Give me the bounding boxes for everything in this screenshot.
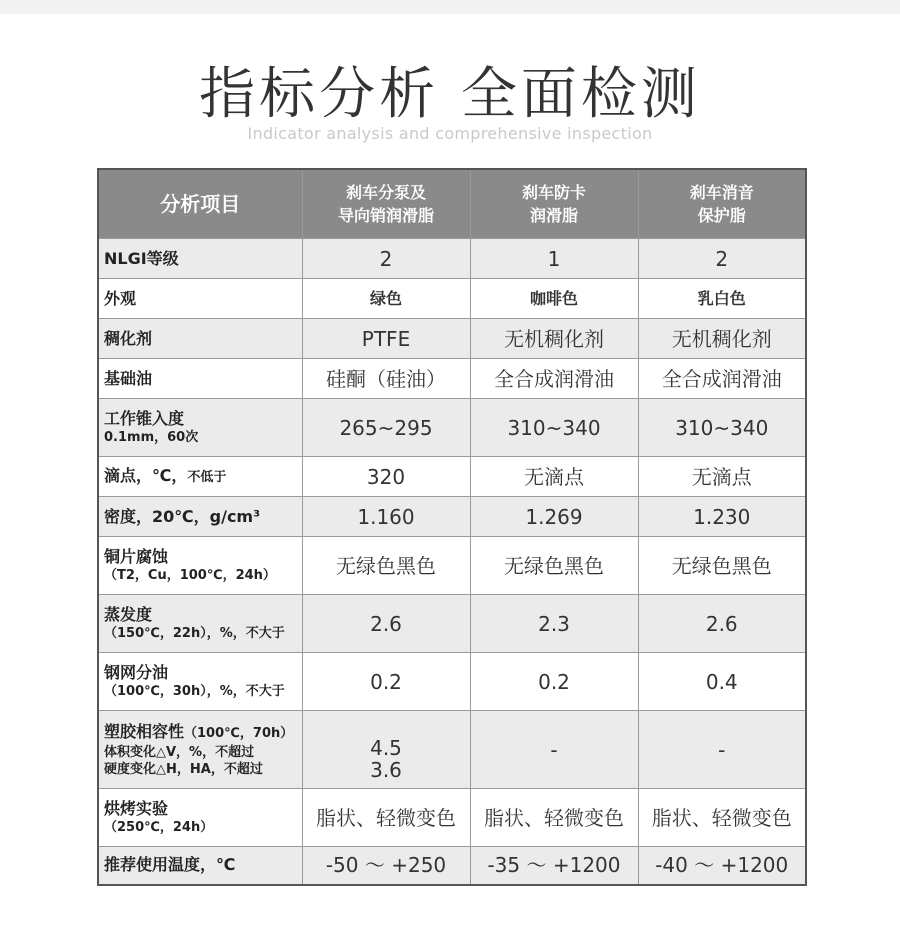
header-product-1-line-1: 刹车分泵及 bbox=[345, 183, 426, 202]
row-label: 外观 bbox=[98, 279, 302, 319]
cell-value: 脂状、轻微变色 bbox=[638, 789, 806, 847]
page-title: 指标分析 全面检测 bbox=[199, 62, 701, 127]
cell-value: -40 ～ +1200 bbox=[638, 847, 806, 885]
row-penetration bbox=[98, 399, 806, 457]
cell-value: 无滴点 bbox=[470, 457, 638, 497]
cell-value: 1.230 bbox=[638, 497, 806, 537]
cell-value: 320 bbox=[302, 457, 470, 497]
cell-value: 绿色 bbox=[302, 279, 470, 319]
cell-value: 硅酮（硅油） bbox=[302, 359, 470, 399]
cell-value: 无滴点 bbox=[638, 457, 806, 497]
cell-value-volume: 4.5 bbox=[370, 735, 402, 760]
row-dropping-point bbox=[98, 457, 806, 497]
header-product-3-line-2: 保护脂 bbox=[697, 206, 746, 225]
row-label-main: 滴点，℃， bbox=[104, 465, 188, 485]
row-label: 密度，20℃，g/cm³ bbox=[98, 497, 302, 537]
spec-table bbox=[97, 168, 807, 886]
row-label bbox=[98, 457, 302, 497]
cell-value: 310~340 bbox=[470, 399, 638, 457]
cell-value: 1.160 bbox=[302, 497, 470, 537]
cell-value: -35 ～ +1200 bbox=[470, 847, 638, 885]
header-product-2-line-1: 刹车防卡 bbox=[521, 183, 586, 202]
row-label-main: 钢网分油 bbox=[104, 663, 169, 682]
row-label: 基础油 bbox=[98, 359, 302, 399]
row-oil-separation bbox=[98, 653, 806, 711]
cell-value: 无机稠化剂 bbox=[470, 319, 638, 359]
row-label bbox=[98, 711, 302, 789]
row-label-sub: （100℃，30h），%，不大于 bbox=[104, 684, 285, 699]
top-band bbox=[0, 0, 900, 14]
row-label: 稠化剂 bbox=[98, 319, 302, 359]
row-evaporation bbox=[98, 595, 806, 653]
row-label: NLGI等级 bbox=[98, 239, 302, 279]
cell-value-hardness: 3.6 bbox=[370, 757, 402, 782]
header-product-1 bbox=[302, 169, 470, 239]
cell-value: 脂状、轻微变色 bbox=[302, 789, 470, 847]
cell-value: 全合成润滑油 bbox=[470, 359, 638, 399]
cell-value: 无绿色黑色 bbox=[302, 537, 470, 595]
row-recommended-temperature bbox=[98, 847, 806, 885]
cell-value: 0.4 bbox=[638, 653, 806, 711]
cell-value: 脂状、轻微变色 bbox=[470, 789, 638, 847]
cell-value: 乳白色 bbox=[638, 279, 806, 319]
row-appearance bbox=[98, 279, 806, 319]
cell-value: - bbox=[638, 711, 806, 789]
row-label bbox=[98, 595, 302, 653]
cell-value: PTFE bbox=[302, 319, 470, 359]
cell-value: 全合成润滑油 bbox=[638, 359, 806, 399]
cell-value: - bbox=[470, 711, 638, 789]
cell-value bbox=[302, 711, 470, 789]
cell-value: 无绿色黑色 bbox=[470, 537, 638, 595]
cell-value: 265~295 bbox=[302, 399, 470, 457]
cell-value: 310~340 bbox=[638, 399, 806, 457]
row-baking-test bbox=[98, 789, 806, 847]
row-label: 推荐使用温度，℃ bbox=[98, 847, 302, 885]
header-product-1-line-2: 导向销润滑脂 bbox=[337, 206, 434, 225]
header-product-2-line-2: 润滑脂 bbox=[529, 206, 578, 225]
header-product-2 bbox=[470, 169, 638, 239]
cell-value: 2 bbox=[638, 239, 806, 279]
row-label-main: 铜片腐蚀 bbox=[104, 547, 169, 566]
cell-value: 2.3 bbox=[470, 595, 638, 653]
cell-value: 无绿色黑色 bbox=[638, 537, 806, 595]
row-label-sub: 0.1mm，60次 bbox=[104, 430, 199, 445]
row-label-sub: （250℃，24h） bbox=[104, 820, 214, 835]
row-label-small: 不低于 bbox=[187, 469, 227, 485]
row-copper-corrosion bbox=[98, 537, 806, 595]
row-thickener bbox=[98, 319, 806, 359]
row-label-sub: （T2，Cu，100℃，24h） bbox=[104, 568, 276, 583]
cell-value: 1 bbox=[470, 239, 638, 279]
cell-value: 2.6 bbox=[302, 595, 470, 653]
cell-value: 0.2 bbox=[302, 653, 470, 711]
row-label bbox=[98, 653, 302, 711]
cell-value: 1.269 bbox=[470, 497, 638, 537]
header-param: 分析项目 bbox=[98, 169, 302, 239]
cell-value: 2 bbox=[302, 239, 470, 279]
row-base-oil bbox=[98, 359, 806, 399]
row-label bbox=[98, 789, 302, 847]
row-plastic-compatibility bbox=[98, 711, 806, 789]
row-label-main: 工作锥入度 bbox=[104, 409, 185, 428]
cell-value: -50 ～ +250 bbox=[302, 847, 470, 885]
row-label bbox=[98, 399, 302, 457]
cell-value: 0.2 bbox=[470, 653, 638, 711]
row-label-small: （100℃，70h） bbox=[184, 725, 294, 741]
cell-value: 无机稠化剂 bbox=[638, 319, 806, 359]
cell-value: 2.6 bbox=[638, 595, 806, 653]
header-row bbox=[98, 169, 806, 239]
row-label-main: 塑胶相容性 bbox=[104, 721, 185, 741]
row-density bbox=[98, 497, 806, 537]
header-product-3-line-1: 刹车消音 bbox=[689, 183, 754, 202]
row-label-main: 蒸发度 bbox=[104, 605, 153, 624]
row-label-sub: 体积变化△V，%，不超过 bbox=[104, 744, 255, 760]
row-label-sub-2: 硬度变化△H，HA，不超过 bbox=[104, 761, 263, 777]
row-nlgi bbox=[98, 239, 806, 279]
row-label-sub: （150℃，22h），%，不大于 bbox=[104, 626, 285, 641]
page-subtitle: Indicator analysis and comprehensive inspection bbox=[247, 124, 653, 143]
row-label bbox=[98, 537, 302, 595]
header-product-3 bbox=[638, 169, 806, 239]
row-label-main: 烘烤实验 bbox=[104, 799, 169, 818]
cell-value: 咖啡色 bbox=[470, 279, 638, 319]
